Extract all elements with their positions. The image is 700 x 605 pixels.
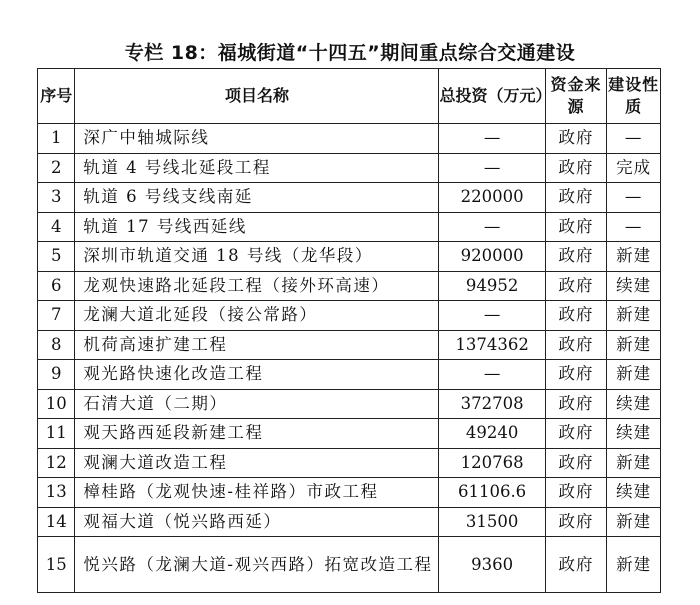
table-row <box>38 537 661 593</box>
table-row <box>38 389 661 419</box>
cell-name: 观福大道（悦兴路西延） <box>75 507 439 537</box>
cell-type: 续建 <box>607 478 661 508</box>
cell-no: 7 <box>38 301 75 331</box>
cell-source: 政府 <box>545 507 607 537</box>
cell-investment: 120768 <box>439 448 545 478</box>
cell-no: 12 <box>38 448 75 478</box>
table-row <box>38 242 661 272</box>
cell-type: 续建 <box>607 419 661 449</box>
cell-name: 龙澜大道北延段（接公常路） <box>75 301 439 331</box>
cell-no: 13 <box>38 478 75 508</box>
cell-type: 新建 <box>607 360 661 390</box>
header-name: 项目名称 <box>75 69 439 124</box>
table-row <box>38 271 661 301</box>
cell-name: 深广中轴城际线 <box>75 124 439 154</box>
table-row <box>38 183 661 213</box>
table-row <box>38 448 661 478</box>
cell-no: 10 <box>38 389 75 419</box>
cell-no: 1 <box>38 124 75 154</box>
table-row <box>38 153 661 183</box>
cell-type: — <box>607 212 661 242</box>
table-row <box>38 507 661 537</box>
cell-no: 8 <box>38 330 75 360</box>
cell-investment: — <box>439 212 545 242</box>
header-source: 资金来源 <box>545 69 607 124</box>
table-row <box>38 301 661 331</box>
cell-name: 龙观快速路北延段工程（接外环高速） <box>75 271 439 301</box>
cell-investment: 94952 <box>439 271 545 301</box>
cell-source: 政府 <box>545 124 607 154</box>
cell-source: 政府 <box>545 537 607 593</box>
cell-source: 政府 <box>545 448 607 478</box>
table-header-row <box>38 69 661 124</box>
cell-investment: 31500 <box>439 507 545 537</box>
cell-type: 新建 <box>607 537 661 593</box>
cell-source: 政府 <box>545 419 607 449</box>
cell-investment: 220000 <box>439 183 545 213</box>
cell-type: 新建 <box>607 301 661 331</box>
cell-investment: 9360 <box>439 537 545 593</box>
cell-type: — <box>607 183 661 213</box>
cell-no: 11 <box>38 419 75 449</box>
table-body <box>38 124 661 593</box>
cell-name: 观天路西延段新建工程 <box>75 419 439 449</box>
cell-investment: 61106.6 <box>439 478 545 508</box>
cell-type: 完成 <box>607 153 661 183</box>
cell-investment: 49240 <box>439 419 545 449</box>
cell-investment: 372708 <box>439 389 545 419</box>
cell-investment: — <box>439 301 545 331</box>
cell-no: 3 <box>38 183 75 213</box>
header-investment: 总投资（万元） <box>439 69 545 124</box>
cell-type: 新建 <box>607 507 661 537</box>
cell-name: 机荷高速扩建工程 <box>75 330 439 360</box>
cell-no: 5 <box>38 242 75 272</box>
cell-source: 政府 <box>545 301 607 331</box>
cell-type: 续建 <box>607 271 661 301</box>
table-row <box>38 478 661 508</box>
transport-projects-table <box>37 68 661 593</box>
cell-investment: 1374362 <box>439 330 545 360</box>
header-no: 序号 <box>38 69 75 124</box>
cell-name: 轨道 4 号线北延段工程 <box>75 153 439 183</box>
cell-name: 轨道 6 号线支线南延 <box>75 183 439 213</box>
table-row <box>38 419 661 449</box>
cell-source: 政府 <box>545 271 607 301</box>
cell-no: 4 <box>38 212 75 242</box>
cell-source: 政府 <box>545 153 607 183</box>
cell-no: 15 <box>38 537 75 593</box>
cell-investment: — <box>439 153 545 183</box>
table-row <box>38 360 661 390</box>
cell-type: — <box>607 124 661 154</box>
cell-investment: — <box>439 124 545 154</box>
table-row <box>38 212 661 242</box>
cell-name: 悦兴路（龙澜大道-观兴西路）拓宽改造工程 <box>75 537 439 593</box>
cell-name: 观光路快速化改造工程 <box>75 360 439 390</box>
cell-type: 续建 <box>607 389 661 419</box>
cell-source: 政府 <box>545 389 607 419</box>
cell-no: 14 <box>38 507 75 537</box>
cell-source: 政府 <box>545 360 607 390</box>
cell-source: 政府 <box>545 212 607 242</box>
cell-source: 政府 <box>545 330 607 360</box>
cell-name: 观澜大道改造工程 <box>75 448 439 478</box>
cell-investment: — <box>439 360 545 390</box>
cell-name: 轨道 17 号线西延线 <box>75 212 439 242</box>
cell-source: 政府 <box>545 242 607 272</box>
table-row <box>38 124 661 154</box>
cell-source: 政府 <box>545 478 607 508</box>
cell-no: 6 <box>38 271 75 301</box>
cell-no: 9 <box>38 360 75 390</box>
cell-no: 2 <box>38 153 75 183</box>
cell-investment: 920000 <box>439 242 545 272</box>
page-title: 专栏 18：福城街道“十四五”期间重点综合交通建设 <box>124 42 576 64</box>
cell-type: 新建 <box>607 448 661 478</box>
cell-name: 石清大道（二期） <box>75 389 439 419</box>
cell-name: 深圳市轨道交通 18 号线（龙华段） <box>75 242 439 272</box>
cell-type: 新建 <box>607 330 661 360</box>
table-row <box>38 330 661 360</box>
header-type: 建设性质 <box>607 69 661 124</box>
cell-source: 政府 <box>545 183 607 213</box>
cell-type: 新建 <box>607 242 661 272</box>
cell-name: 樟桂路（龙观快速-桂祥路）市政工程 <box>75 478 439 508</box>
